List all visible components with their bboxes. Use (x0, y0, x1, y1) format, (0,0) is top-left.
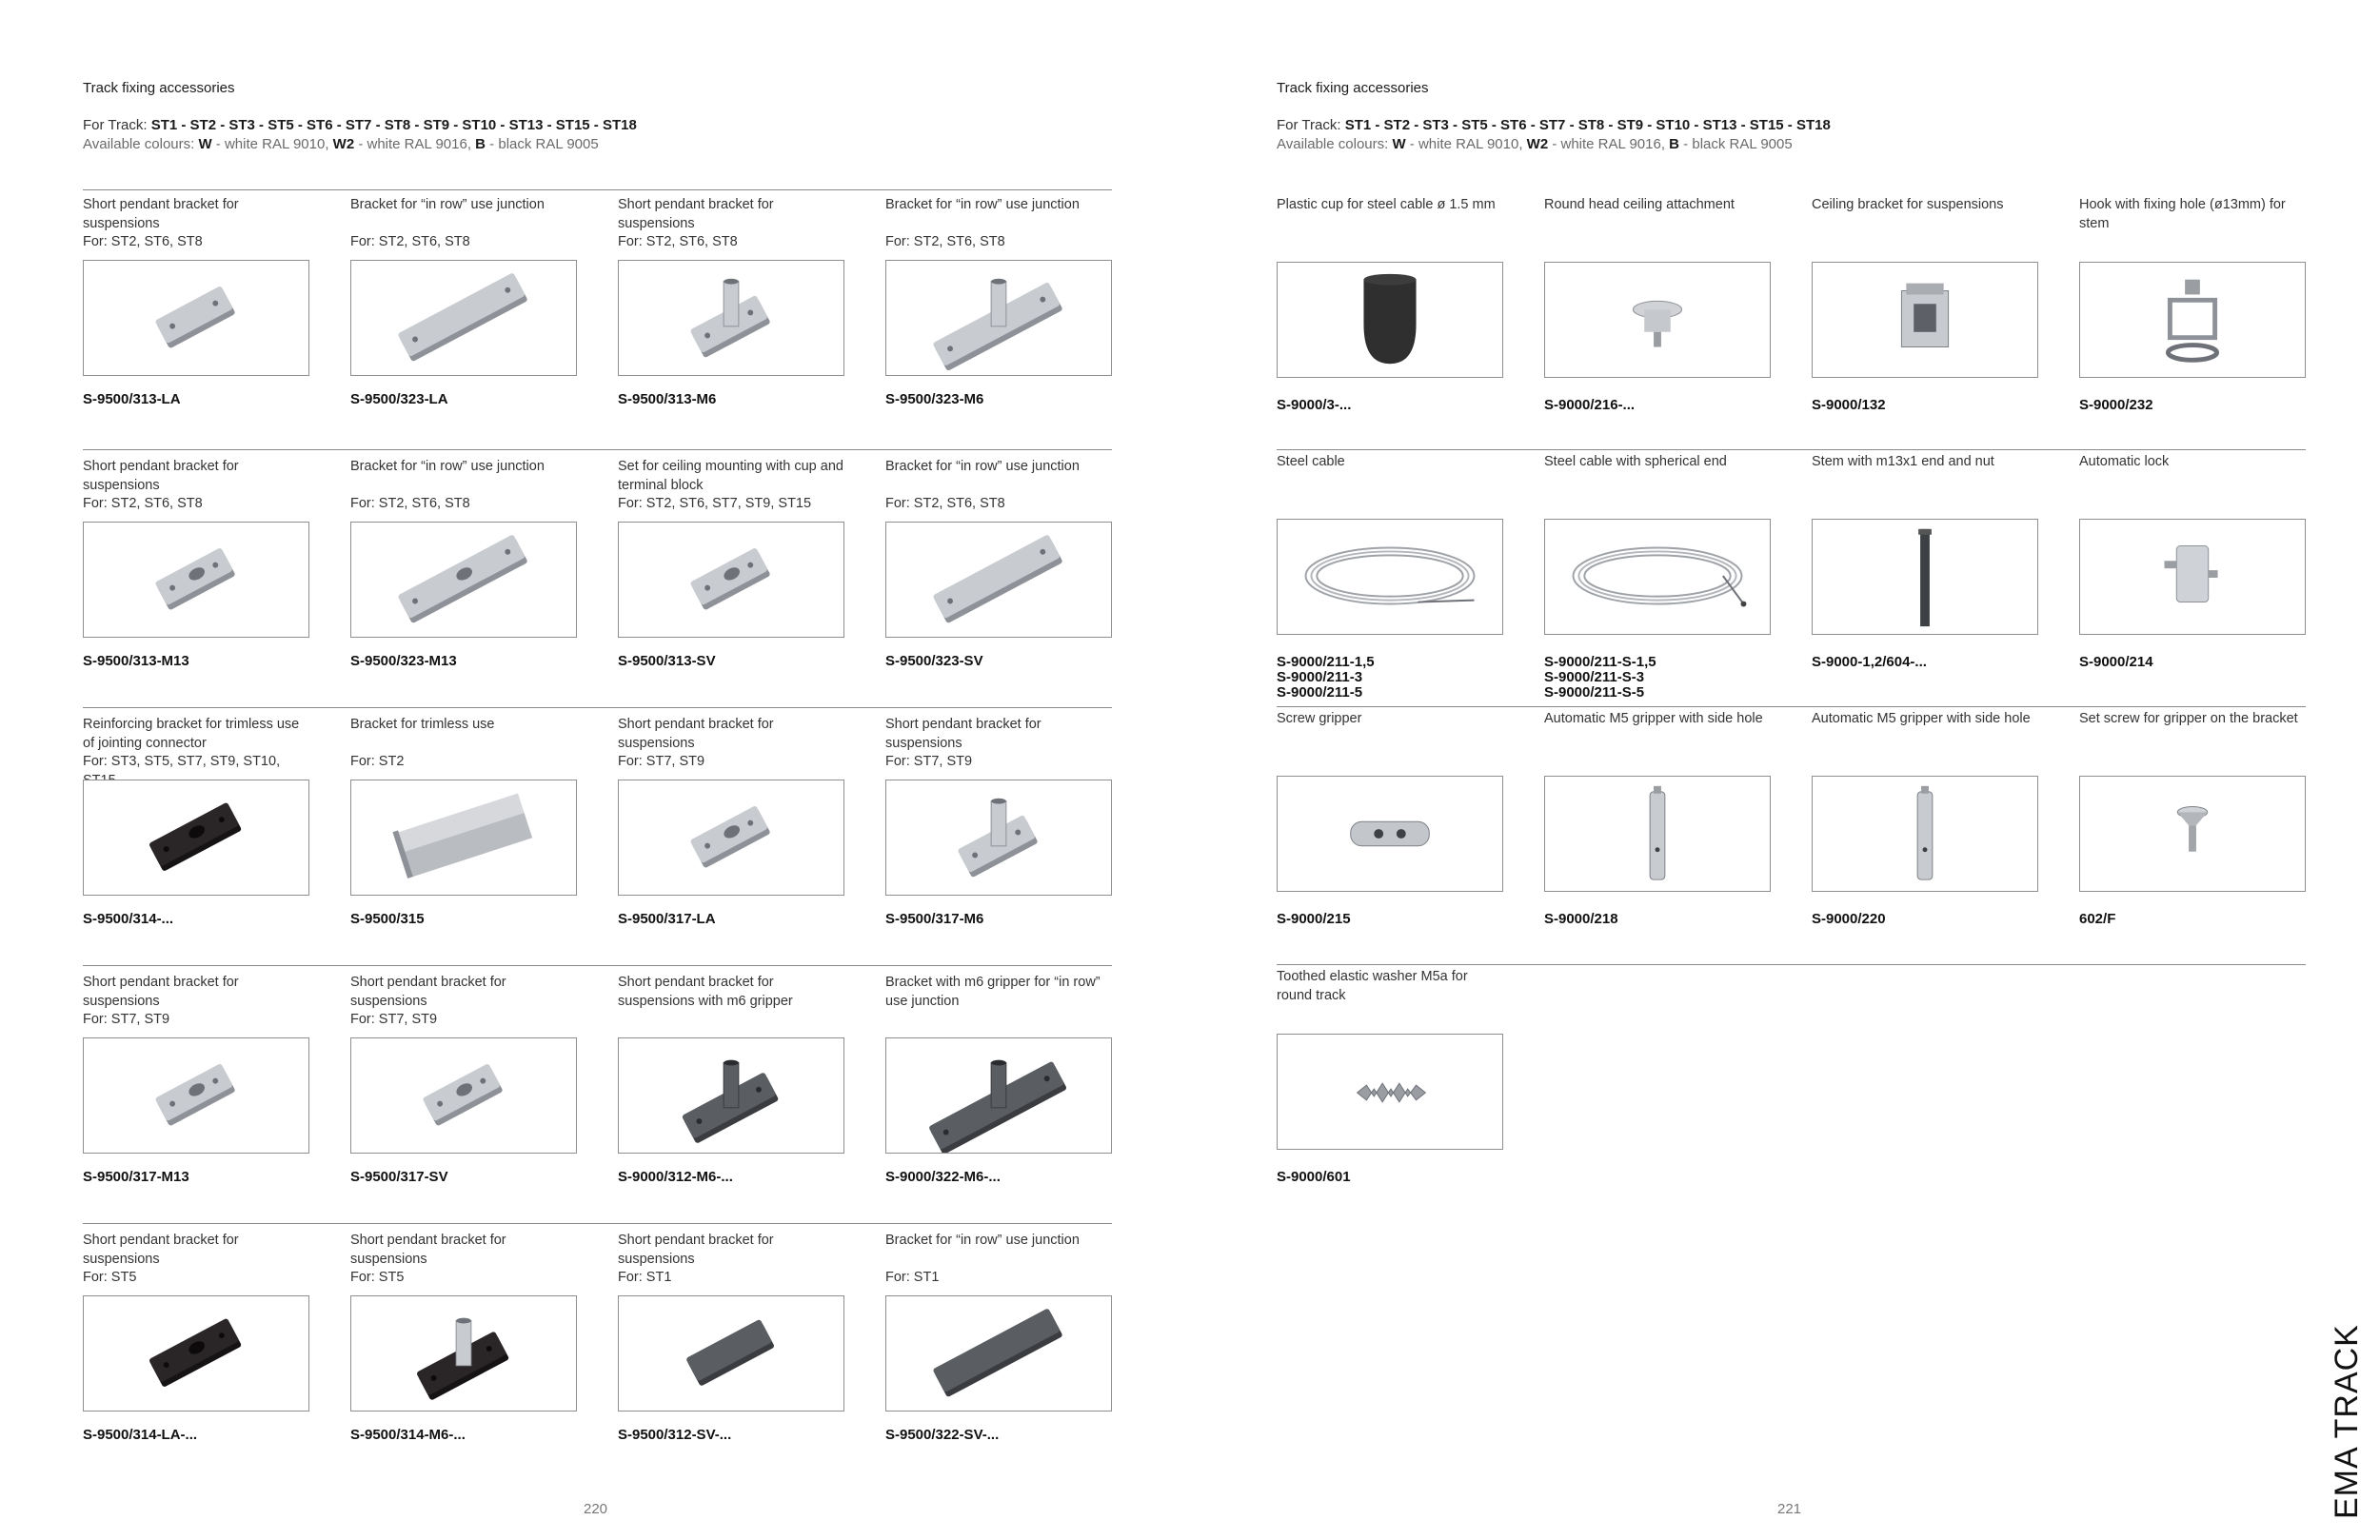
short-bracket-silver (83, 260, 309, 376)
product-description: Short pendant bracket for suspensions For: ST7, ST9 (618, 717, 774, 769)
section-title: Track fixing accessories (83, 80, 235, 96)
trimless-bracket-silver (350, 780, 577, 896)
product-description: Bracket for trimless use For: ST2 (350, 717, 495, 769)
product-item (350, 458, 579, 669)
product-code: S-9500/314-LA-... (83, 1427, 198, 1443)
for-track-value: ST1 - ST2 - ST3 - ST5 - ST6 - ST7 - ST8 - ST9 - ST10 - ST13 - ST15 - ST18 (1344, 117, 1831, 133)
product-item (1812, 453, 2040, 670)
cable-coil-icon (1277, 519, 1503, 635)
product-description: Short pendant bracket for suspensions For: ST2, ST6, ST8 (83, 197, 239, 249)
product-item (885, 1232, 1114, 1443)
product-item (885, 196, 1114, 407)
product-item (1812, 710, 2040, 927)
long-bracket-silver (350, 260, 577, 376)
product-description: Bracket with m6 gripper for “in row” use junction (885, 975, 1101, 1009)
product-item (1277, 968, 1505, 1185)
row-divider (1277, 964, 2306, 965)
product-item (350, 974, 579, 1185)
flat-bracket-black (83, 1295, 309, 1412)
automatic-lock-icon (2079, 519, 2306, 635)
product-description: Bracket for “in row” use junction For: ST2, ST6, ST8 (885, 459, 1080, 511)
short-bracket-stem-silver (885, 780, 1112, 896)
product-item (2079, 196, 2308, 413)
product-item (1277, 196, 1505, 413)
product-item (83, 974, 311, 1185)
for-track-value: ST1 - ST2 - ST3 - ST5 - ST6 - ST7 - ST8 - ST9 - ST10 - ST13 - ST15 - ST18 (150, 117, 637, 133)
product-code: S-9500/317-M13 (83, 1169, 189, 1185)
product-description: Short pendant bracket for suspensions For: ST5 (83, 1233, 239, 1285)
product-code: 602/F (2079, 911, 2116, 927)
row-divider (1277, 449, 2306, 450)
product-code: S-9500/323-SV (885, 653, 983, 669)
product-code: S-9500/322-SV-... (885, 1427, 1000, 1443)
product-code: S-9500/317-LA (618, 911, 716, 927)
product-code: S-9500/312-SV-... (618, 1427, 732, 1443)
short-bracket-hole-silver (350, 1037, 577, 1154)
row-divider (83, 707, 1112, 708)
product-description: Automatic M5 gripper with side hole (1812, 711, 2031, 726)
product-description: Short pendant bracket for suspensions For: ST7, ST9 (83, 975, 239, 1027)
product-description: Short pendant bracket for suspensions For: ST2, ST6, ST8 (618, 197, 774, 249)
product-description: Automatic M5 gripper with side hole (1544, 711, 1763, 726)
short-bracket-stem-silver (618, 260, 844, 376)
product-item (83, 716, 311, 927)
product-code: S-9000/232 (2079, 397, 2153, 413)
available-colours: Available colours: W - white RAL 9010, W2 - white RAL 9016, B - black RAL 9005 (83, 136, 599, 152)
product-code: S-9000/601 (1277, 1169, 1351, 1185)
product-item (83, 458, 311, 669)
product-description: Stem with m13x1 end and nut (1812, 454, 1994, 469)
product-item (618, 1232, 846, 1443)
product-code: S-9000/322-M6-... (885, 1169, 1001, 1185)
product-item (1812, 196, 2040, 413)
product-description: Automatic lock (2079, 454, 2170, 469)
product-item (618, 458, 846, 669)
set-screw-icon (2079, 776, 2306, 892)
product-code: S-9000/312-M6-... (618, 1169, 733, 1185)
product-code: S-9500/323-M13 (350, 653, 457, 669)
product-description: Bracket for “in row” use junction For: ST2, ST6, ST8 (350, 197, 545, 249)
product-item (350, 716, 579, 927)
product-code: S-9500/315 (350, 911, 425, 927)
m5-gripper-icon (1544, 776, 1771, 892)
product-item (2079, 710, 2308, 927)
product-code: S-9000/214 (2079, 654, 2153, 670)
product-description: Toothed elastic washer M5a for round track (1277, 969, 1468, 1003)
product-description: Reinforcing bracket for trimless use of jointing connector For: ST3, ST5, ST7, ST9, ST10, (83, 717, 300, 769)
product-description: Bracket for “in row” use junction For: ST1 (885, 1233, 1080, 1285)
hook-icon (2079, 262, 2306, 378)
available-colours: Available colours: W - white RAL 9010, W2 - white RAL 9016, B - black RAL 9005 (1277, 136, 1793, 152)
long-bracket-stem-dark (885, 1037, 1112, 1154)
plastic-cup-icon (1277, 262, 1503, 378)
product-code: S-9000/215 (1277, 911, 1351, 927)
product-code: S-9500/317-M6 (885, 911, 984, 927)
product-item (618, 974, 846, 1185)
flat-bracket-stem-black (350, 1295, 577, 1412)
row-divider (83, 189, 1112, 190)
product-code: S-9500/313-LA (83, 391, 181, 407)
for-track-line: For Track: ST1 - ST2 - ST3 - ST5 - ST6 - ST7 - ST8 - ST9 - ST10 - ST13 - ST15 - ST18 (83, 117, 637, 133)
short-bracket-hole-silver (83, 1037, 309, 1154)
product-description: Screw gripper (1277, 711, 1362, 726)
product-code: S-9000/216-... (1544, 397, 1636, 413)
product-item (618, 196, 846, 407)
product-description: Set for ceiling mounting with cup and terminal block For: ST2, ST6, ST7, ST9, ST15 (618, 459, 843, 511)
row-divider (83, 1223, 1112, 1224)
cable-coil-end-icon (1544, 519, 1771, 635)
long-bracket-hole-silver (350, 522, 577, 638)
product-item (2079, 453, 2308, 670)
product-item (1277, 710, 1505, 927)
product-description: Round head ceiling attachment (1544, 197, 1735, 212)
long-bracket-silver (885, 522, 1112, 638)
product-code: S-9500/313-M6 (618, 391, 717, 407)
screw-gripper-icon (1277, 776, 1503, 892)
product-description: Steel cable with spherical end (1544, 454, 1727, 469)
product-description: Short pendant bracket for suspensions For: ST2, ST6, ST8 (83, 459, 239, 511)
product-description: Short pendant bracket for suspensions with m6 gripper (618, 975, 793, 1009)
product-description: Steel cable (1277, 454, 1345, 469)
product-description: Ceiling bracket for suspensions (1812, 197, 2004, 212)
product-item (1544, 710, 1773, 927)
side-tab (2329, 1324, 2371, 1519)
product-code: S-9500/314-M6-... (350, 1427, 466, 1443)
product-code: S-9000/218 (1544, 911, 1618, 927)
product-item (350, 196, 579, 407)
product-code: S-9500/317-SV (350, 1169, 448, 1185)
product-description: Bracket for “in row” use junction For: ST2, ST6, ST8 (350, 459, 545, 511)
row-divider (83, 449, 1112, 450)
short-bracket-hole-silver (83, 522, 309, 638)
product-code: S-9500/323-LA (350, 391, 448, 407)
product-item (1544, 196, 1773, 413)
ceiling-bracket-icon (1812, 262, 2038, 378)
product-item (1277, 453, 1505, 701)
short-bracket-hole-silver (618, 780, 844, 896)
product-item (350, 1232, 579, 1443)
product-item (83, 1232, 311, 1443)
product-code: S-9000/132 (1812, 397, 1886, 413)
product-item (83, 196, 311, 407)
product-item (885, 458, 1114, 669)
flat-bracket-black (83, 780, 309, 896)
product-code: S-9500/313-M13 (83, 653, 189, 669)
page-number: 221 (1777, 1501, 1802, 1517)
product-code: S-9000/211-S-1,5 S-9000/211-S-3 S-9000/211-S-5 (1544, 654, 1656, 701)
short-bracket-hole-silver (618, 522, 844, 638)
long-bracket-dark (885, 1295, 1112, 1412)
product-code: S-9000/3-... (1277, 397, 1352, 413)
page-number: 220 (584, 1501, 608, 1517)
product-description: Set screw for gripper on the bracket (2079, 711, 2298, 726)
product-code: S-9500/323-M6 (885, 391, 984, 407)
round-head-icon (1544, 262, 1771, 378)
product-item (1544, 453, 1773, 701)
side-tab-label: EMA TRACK (2329, 1324, 2365, 1519)
product-code: S-9000-1,2/604-... (1812, 654, 1927, 670)
product-description: Short pendant bracket for suspensions For: ST7, ST9 (885, 717, 1041, 769)
product-code: S-9500/314-... (83, 911, 174, 927)
section-title: Track fixing accessories (1277, 80, 1429, 96)
row-divider (83, 965, 1112, 966)
product-description: Short pendant bracket for suspensions For: ST7, ST9 (350, 975, 506, 1027)
product-item (885, 974, 1114, 1185)
product-code: S-9500/313-SV (618, 653, 716, 669)
short-bracket-stem-dark (618, 1037, 844, 1154)
product-item (618, 716, 846, 927)
product-description: Short pendant bracket for suspensions For: ST5 (350, 1233, 506, 1285)
long-bracket-stem-silver (885, 260, 1112, 376)
product-item (885, 716, 1114, 927)
stem-icon (1812, 519, 2038, 635)
product-description: Short pendant bracket for suspensions For: ST1 (618, 1233, 774, 1285)
right-page (1277, 0, 2305, 1540)
for-track-line: For Track: ST1 - ST2 - ST3 - ST5 - ST6 - ST7 - ST8 - ST9 - ST10 - ST13 - ST15 - ST18 (1277, 117, 1831, 133)
product-code: S-9000/220 (1812, 911, 1886, 927)
left-page (83, 0, 1111, 1540)
m5-gripper-icon (1812, 776, 2038, 892)
row-divider (1277, 706, 2306, 707)
product-description: Hook with fixing hole (ø13mm) for stem (2079, 197, 2286, 231)
product-code: S-9000/211-1,5 S-9000/211-3 S-9000/211-5 (1277, 654, 1375, 701)
short-bracket-dark (618, 1295, 844, 1412)
product-description: Plastic cup for steel cable ø 1.5 mm (1277, 197, 1496, 212)
product-description: Bracket for “in row” use junction For: ST2, ST6, ST8 (885, 197, 1080, 249)
toothed-washer-icon (1277, 1034, 1503, 1150)
